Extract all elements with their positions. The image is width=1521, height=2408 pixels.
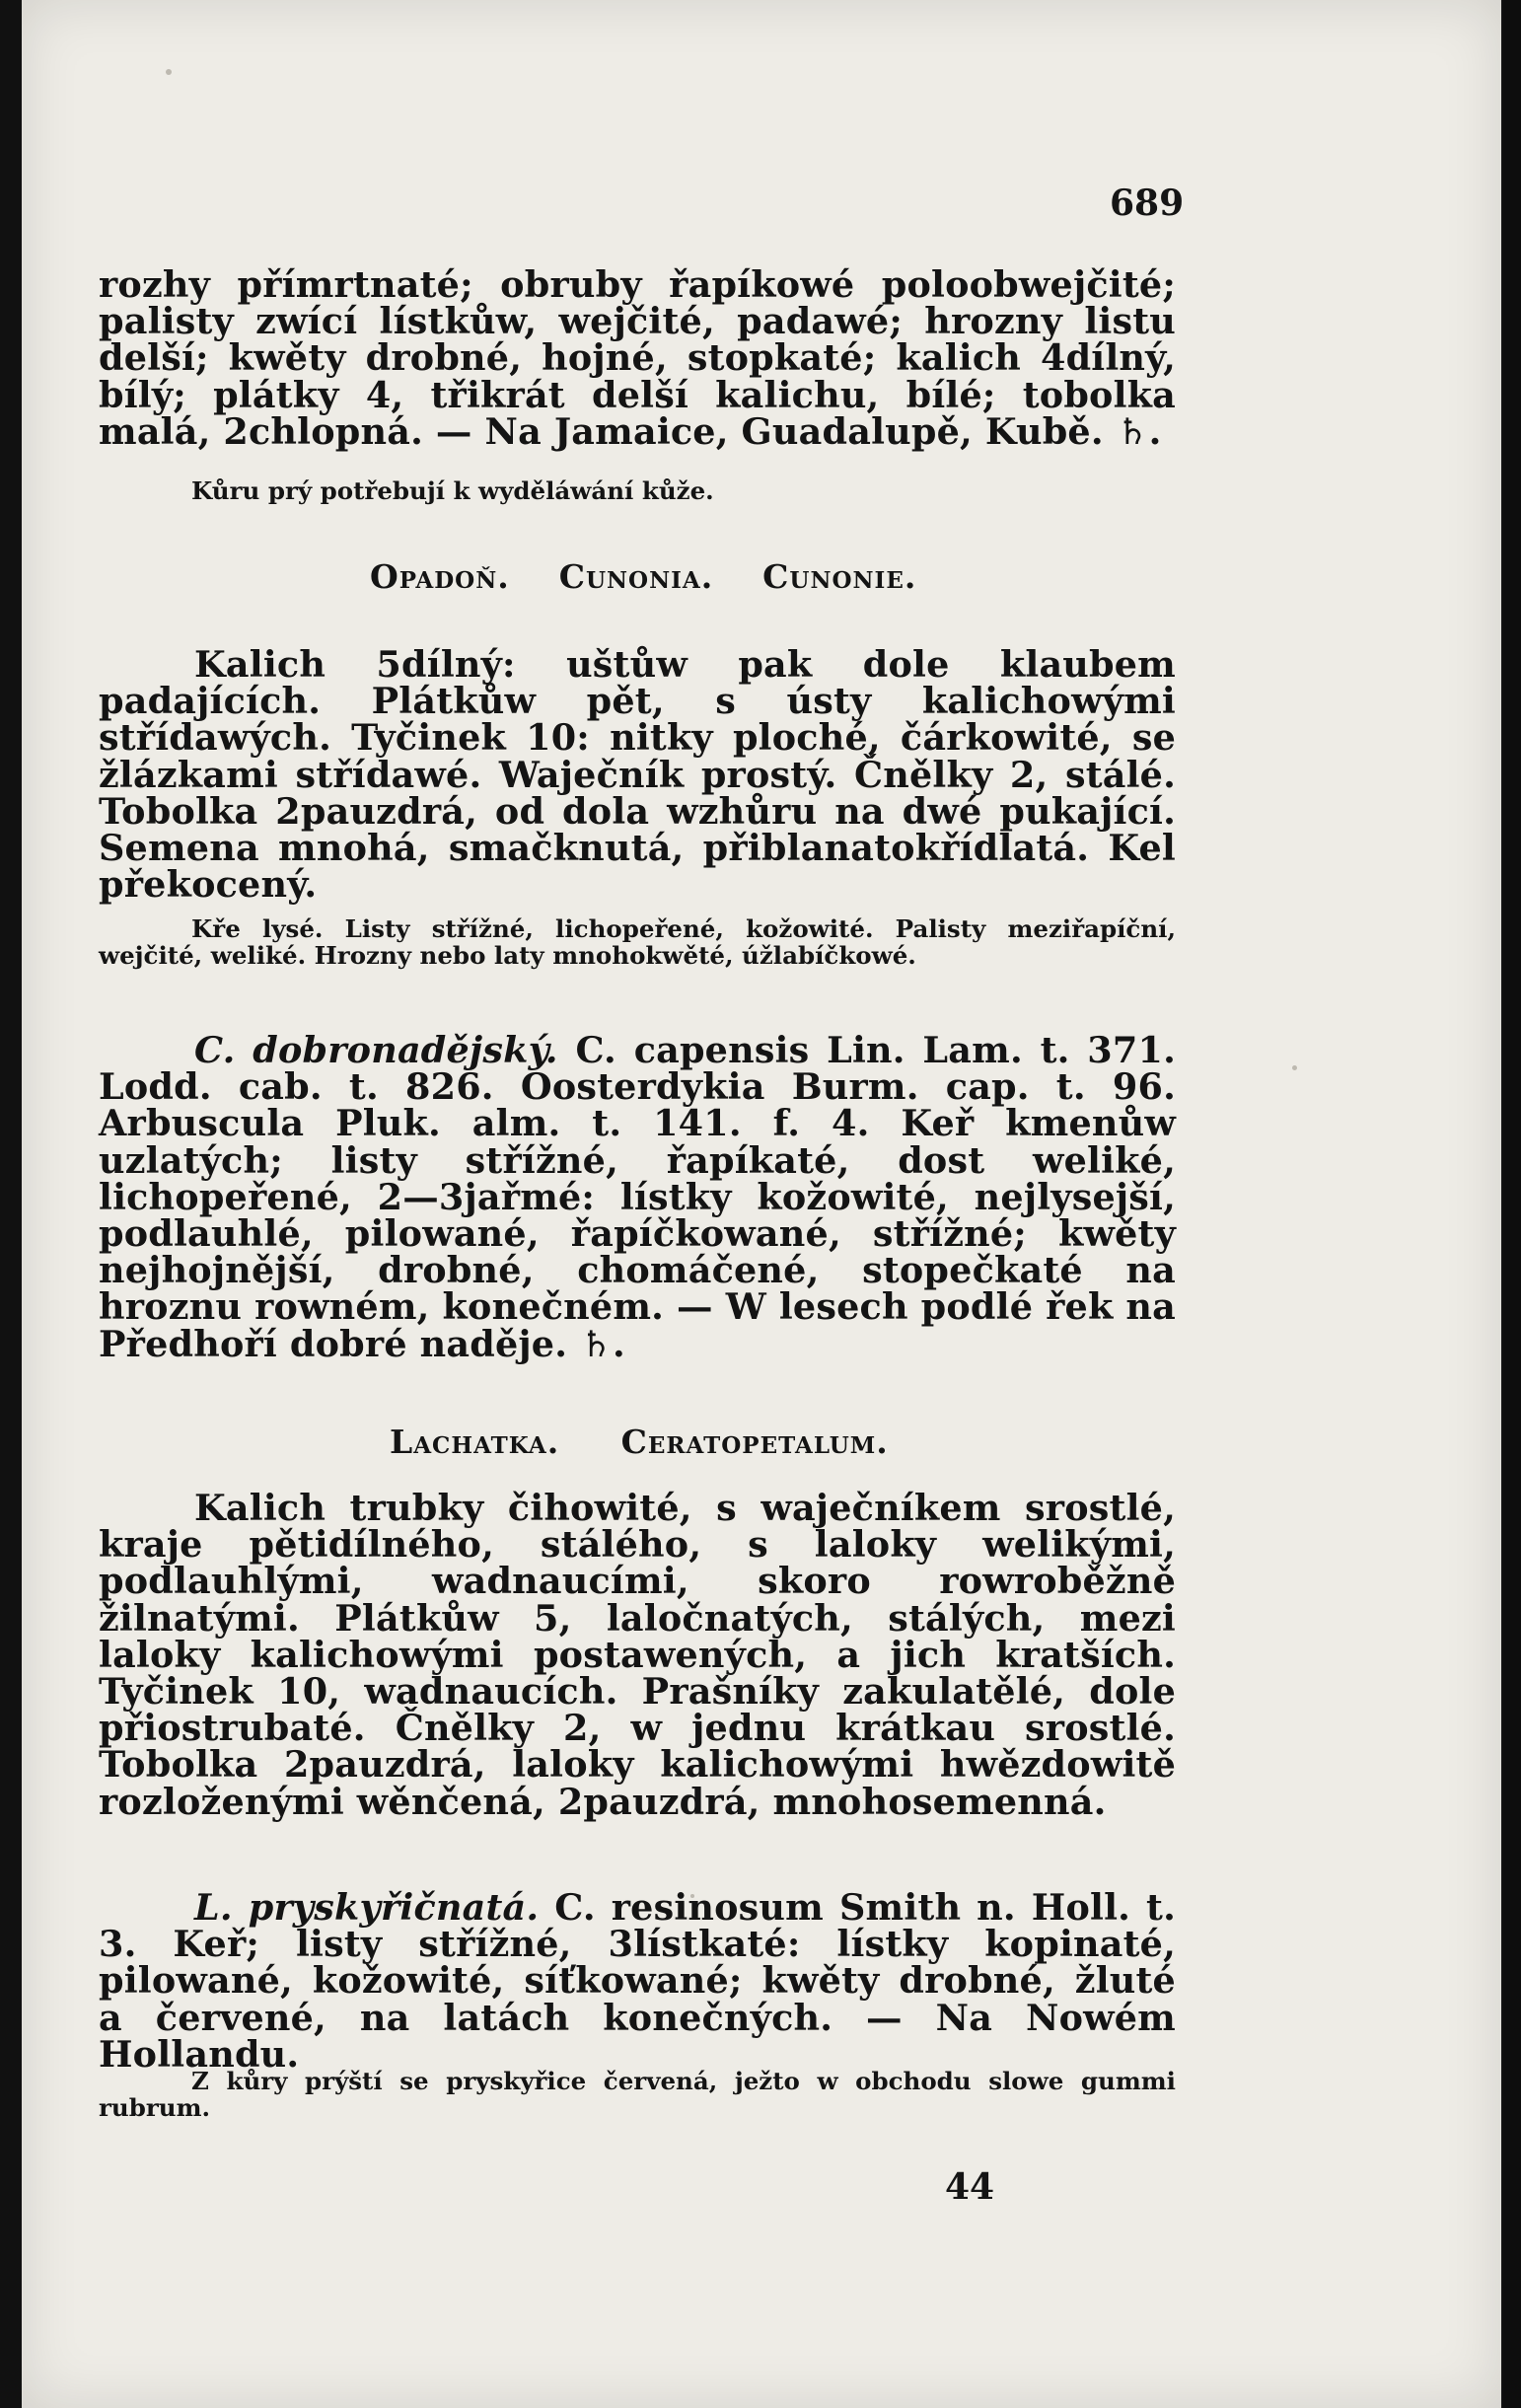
scan-speck — [166, 69, 172, 75]
genus-description-block-2 — [99, 1487, 1176, 1823]
species-entry-block-2 — [99, 1886, 1176, 2076]
species-entry-block — [99, 1029, 1176, 1365]
latin-family-name: Cunonie. — [762, 557, 917, 596]
section-heading-ceratopetalum — [390, 1423, 1179, 1461]
entry-note-block — [99, 477, 1176, 504]
entry-continuation — [99, 263, 1176, 453]
genus-description: Kalich 5dílný: uštůw pak dole klaubem padajících. Plátkůw pět, s ústy kalichowými střídawých. Tyčinek 10: nitky ploché, čárkowité, se žlázkami střídawé. Waječník prostý. Čnělky 2, stálé. Tobolka 2pauzdrá, od dola wzhůru na dwé pukající. Semena mnohá, smačknutá, přiblanatokřídlatá. Kel překocený. — [99, 643, 1176, 907]
genus-description: Kalich trubky čihowité, s waječníkem srostlé, kraje pětidílného, stálého, s laloky welikými, podlauhlými, wadnaucími, skoro rowroběžně žilnatými. Plátkůw 5, laločnatých, stálých, mezi laloky kalichowými postawených, a jich kratších. Tyčinek 10, wadnaucích. Prašníky zakulatělé, dole přiostrubaté. Čnělky 2, w jednu krátkau srostlé. Tobolka 2pauzdrá, laloky kalichowými hwězdowitě rozloženými wěnčená, 2pauzdrá, mnohosemenná. — [99, 1487, 1176, 1823]
genus-note-block — [99, 915, 1176, 969]
latin-genus-name: Ceratopetalum. — [620, 1423, 889, 1461]
czech-genus-name: Opadoň. — [370, 557, 510, 596]
species-note: Z kůry prýští se pryskyřice červená, ježto w obchodu slowe gummi rubrum. — [99, 2067, 1176, 2122]
genus-description-block — [99, 643, 1176, 907]
species-czech-name: L. pryskyřičnatá. — [194, 1886, 540, 1929]
species-czech-name: C. dobronadějský. — [194, 1029, 558, 1071]
scan-speck — [1292, 1065, 1297, 1070]
section-heading-cunonia — [370, 557, 1159, 596]
page-number-top: 689 — [1110, 182, 1185, 224]
species-description: C. capensis Lin. Lam. t. 371. Lodd. cab. t. 826. Oosterdykia Burm. cap. t. 96. Arbuscula Pluk. alm. t. 141. f. 4. Keř kmenůw uzlatých; listy střížné, řapíkaté, dost weliké, lichopeřené, 2—3jařmé: lístky kožowité, nejlysejší, podlauhlé, pilowané, řapíčkowané, střížné; kwěty nejhojnější, drobné, chomáčené, stopečkaté na hroznu rowném, konečném. — W lesech podlé řek na Předhoří dobré naděje. ♄. — [99, 1029, 1176, 1365]
entry-note: Kůru prý potřebují k wyděláwání kůže. — [191, 476, 714, 505]
entry-body: rozhy přímrtnaté; obruby řapíkowé poloobwejčité; palisty zwící lístkůw, wejčité, padawé; hrozny listu delší; kwěty drobné, hojné, stopkaté; kalich 4dílný, bílý; plátky 4, třikrát delší kalichu, bílé; tobolka malá, 2chlopná. — Na Jamaice, Guadalupě, Kubě. ♄. — [99, 263, 1176, 453]
genus-note: Kře lysé. Listy střížné, lichopeřené, kožowité. Palisty meziřapíční, wejčité, weliké. Hrozny nebo laty mnohokwěté, úžlabíčkowé. — [99, 914, 1176, 970]
species-note-block — [99, 2068, 1176, 2121]
czech-genus-name: Lachatka. — [390, 1423, 560, 1461]
page-number-bottom: 44 — [945, 2166, 995, 2208]
latin-genus-name: Cunonia. — [558, 557, 714, 596]
scan-border — [1503, 0, 1521, 2408]
species-description: C. resinosum Smith n. Holl. t. 3. Keř; listy střížné, 3lístkaté: lístky kopinaté, pilowané, kožowité, síťkowané; kwěty drobné, žluté a červené, na latách konečných. — Na Nowém Hollandu. — [99, 1886, 1176, 2076]
